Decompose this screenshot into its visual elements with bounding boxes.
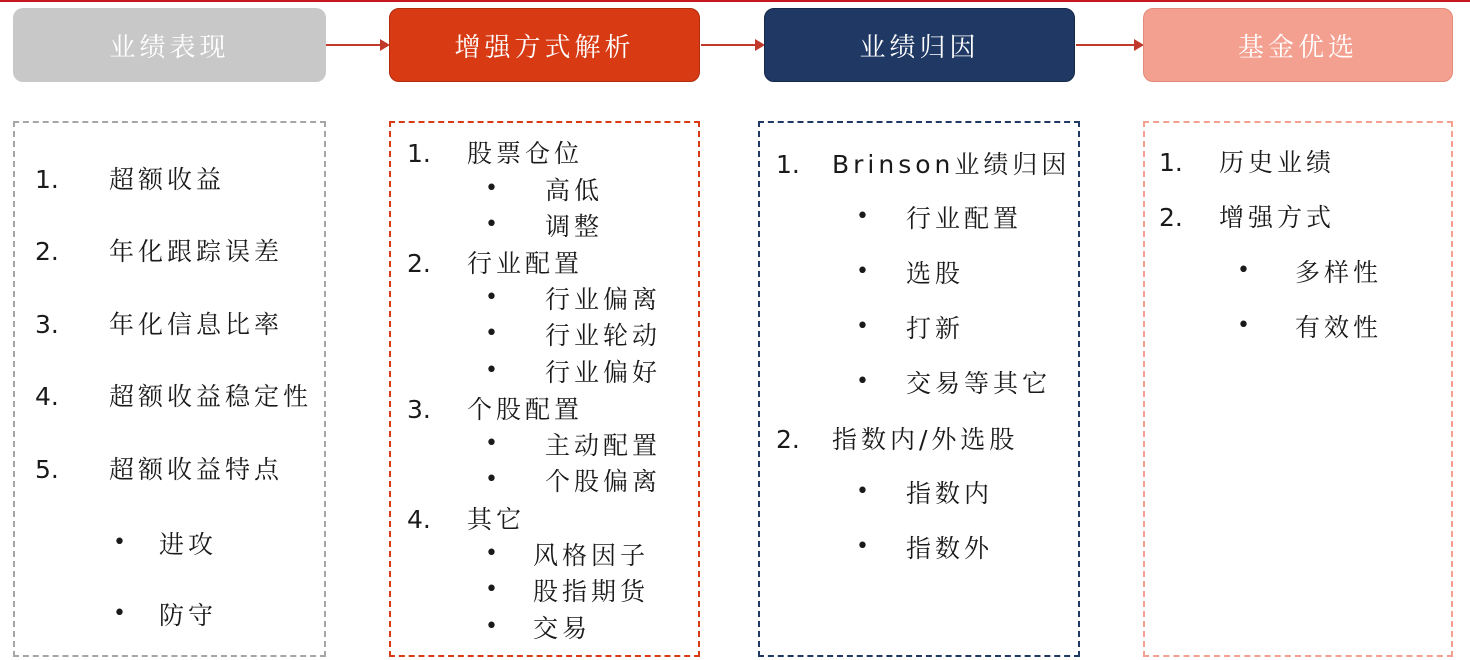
arrow-1	[326, 44, 388, 46]
header-performance-label: 业绩表现	[109, 32, 230, 63]
list-subitem: • 主动配置	[485, 431, 662, 460]
list-subitem: • 有效性	[1237, 313, 1383, 342]
list-subitem: • 行业配置	[856, 204, 1023, 233]
list-subitem: • 进攻	[113, 530, 218, 559]
list-item: 2. 增强方式	[1159, 203, 1336, 232]
list-subitem: • 行业轮动	[485, 321, 662, 350]
list-item: 1. 历史业绩	[1159, 148, 1336, 177]
list-subitem: • 选股	[856, 259, 965, 288]
list-subitem: • 调整	[485, 212, 604, 241]
list-subitem: • 交易等其它	[856, 369, 1052, 398]
list-item: 5. 超额收益特点	[35, 455, 284, 484]
list-subitem: • 股指期货	[485, 577, 650, 606]
list-item: 2. 指数内/外选股	[776, 425, 1019, 454]
list-subitem: • 防守	[113, 601, 218, 630]
panel-performance	[13, 121, 326, 657]
list-item: 1. 股票仓位	[407, 139, 584, 168]
list-item: 2. 年化跟踪误差	[35, 237, 284, 266]
list-subitem: • 多样性	[1237, 258, 1383, 287]
header-enhancement-label: 增强方式解析	[454, 32, 635, 63]
header-enhancement	[389, 8, 700, 82]
list-subitem: • 行业偏好	[485, 358, 662, 387]
list-subitem: • 风格因子	[485, 541, 650, 570]
header-selection	[1143, 8, 1453, 82]
header-selection-label: 基金优选	[1237, 32, 1358, 63]
list-subitem: • 行业偏离	[485, 285, 662, 314]
panel-attribution	[758, 121, 1080, 657]
header-attribution-label: 业绩归因	[859, 32, 980, 63]
list-subitem: • 指数外	[856, 534, 994, 563]
header-attribution	[764, 8, 1075, 82]
list-item: 1. Brinson业绩归因	[776, 150, 1071, 179]
list-subitem: • 高低	[485, 176, 604, 205]
list-subitem: • 个股偏离	[485, 467, 662, 496]
top-accent-line	[0, 0, 1470, 2]
arrow-3	[1076, 44, 1142, 46]
panel-selection	[1143, 121, 1453, 657]
list-item: 4. 超额收益稳定性	[35, 382, 313, 411]
list-item: 3. 个股配置	[407, 395, 584, 424]
list-item: 2. 行业配置	[407, 249, 584, 278]
header-performance	[13, 8, 326, 82]
list-subitem: • 指数内	[856, 479, 994, 508]
list-item: 1. 超额收益	[35, 165, 226, 194]
list-item: 4. 其它	[407, 505, 526, 534]
list-subitem: • 交易	[485, 614, 592, 643]
list-subitem: • 打新	[856, 314, 965, 343]
list-item: 3. 年化信息比率	[35, 310, 284, 339]
arrow-2	[701, 44, 763, 46]
panel-enhancement	[389, 121, 700, 657]
